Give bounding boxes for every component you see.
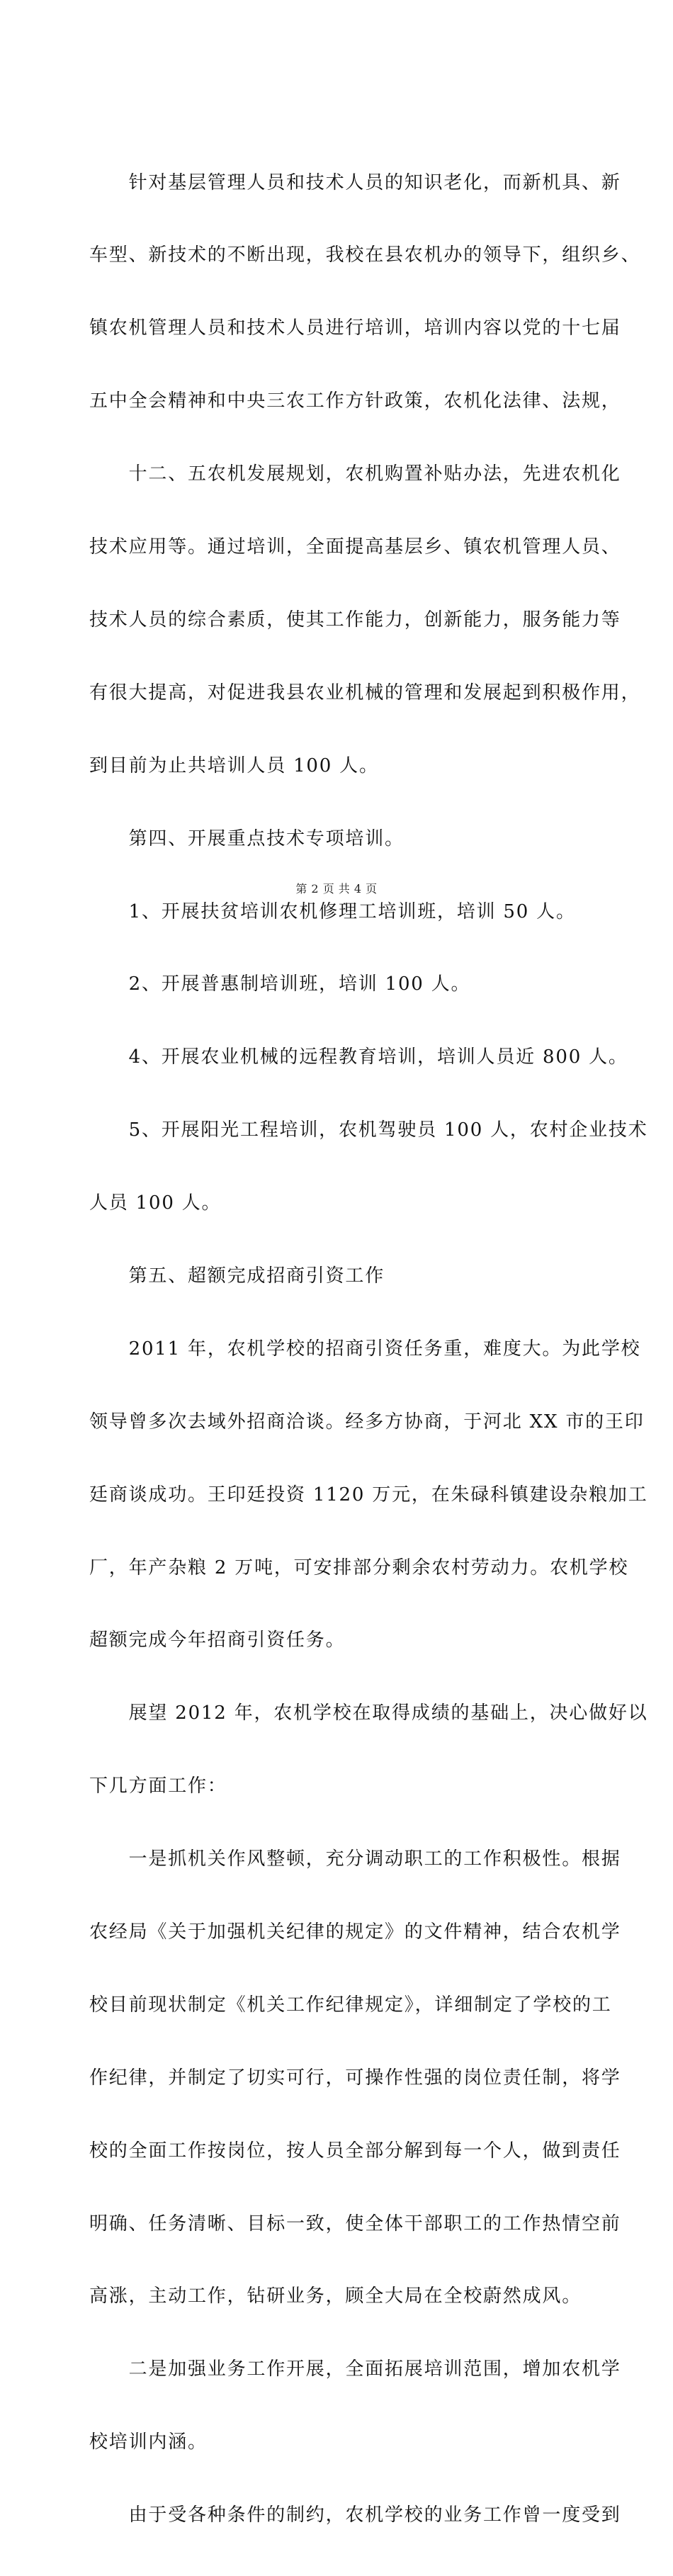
text-line: 明确、任务清晰、目标一致，使全体干部职工的工作热情空前: [89, 2213, 621, 2235]
text-line: 下几方面工作：: [89, 1775, 227, 1797]
text-line: 五中全会精神和中央三农工作方针政策，农机化法律、法规，: [89, 390, 621, 412]
list-item: 4、开展农业机械的远程教育培训，培训人员近 800 人。: [89, 1046, 628, 1068]
text-line: 一是抓机关作风整顿，充分调动职工的工作积极性。根据: [89, 1848, 621, 1870]
text-line: 农经局《关于加强机关纪律的规定》的文件精神，结合农机学: [89, 1921, 621, 1943]
page-number-label: 第 2 页 共 4 页: [295, 882, 378, 896]
text-line: 由于受各种条件的制约，农机学校的业务工作曾一度受到: [89, 2504, 621, 2526]
text-line: 有很大提高，对促进我县农业机械的管理和发展起到积极作用，: [89, 682, 641, 704]
text-line: 展望 2012 年，农机学校在取得成绩的基础上，决心做好以: [89, 1702, 648, 1724]
text-line: 作纪律，并制定了切实可行，可操作性强的岗位责任制，将学: [89, 2067, 621, 2089]
text-line: 技术应用等。通过培训，全面提高基层乡、镇农机管理人员、: [89, 536, 621, 558]
text-line: 人员 100 人。: [89, 1192, 222, 1214]
text-line: 十二、五农机发展规划，农机购置补贴办法，先进农机化: [89, 463, 621, 485]
text-line: 2011 年，农机学校的招商引资任务重，难度大。为此学校: [89, 1338, 641, 1360]
text-line: 技术人员的综合素质，使其工作能力，创新能力，服务能力等: [89, 609, 621, 631]
text-line: 车型、新技术的不断出现，我校在县农机办的领导下，组织乡、: [89, 244, 641, 266]
text-line: 到目前为止共培训人员 100 人。: [89, 755, 379, 776]
text-line: 镇农机管理人员和技术人员进行培训，培训内容以党的十七届: [89, 317, 621, 339]
text-line: 校目前现状制定《机关工作纪律规定》，详细制定了学校的工: [89, 1994, 612, 2016]
body-text: [89, 122, 648, 2576]
text-line: 二是加强业务工作开展，全面拓展培训范围，增加农机学: [89, 2358, 621, 2380]
list-item: 2、开展普惠制培训班，培训 100 人。: [89, 973, 471, 995]
page-footer: [0, 880, 673, 896]
list-item: 1、开展扶贫培训农机修理工培训班，培训 50 人。: [89, 900, 576, 922]
section-heading: 第四、开展重点技术专项培训。: [89, 827, 405, 849]
text-line: 领导曾多次去域外招商洽谈。经多方协商，于河北 XX 市的王印: [89, 1411, 645, 1433]
text-line: 校的全面工作按岗位，按人员全部分解到每一个人，做到责任: [89, 2140, 621, 2162]
text-line: 廷商谈成功。王印廷投资 1120 万元，在朱碌科镇建设杂粮加工: [89, 1484, 648, 1506]
list-item: 5、开展阳光工程培训，农机驾驶员 100 人，农村企业技术: [89, 1119, 648, 1141]
text-line: 针对基层管理人员和技术人员的知识老化，而新机具、新: [89, 171, 621, 193]
text-line: 超额完成今年招商引资任务。: [89, 1629, 346, 1651]
text-line: 高涨，主动工作，钻研业务，顾全大局在全校蔚然成风。: [89, 2286, 582, 2307]
text-line: 厂，年产杂粮 2 万吨，可安排部分剩余农村劳动力。农机学校: [89, 1557, 629, 1578]
section-heading: 第五、超额完成招商引资工作: [89, 1265, 385, 1287]
text-line: 校培训内涵。: [89, 2431, 208, 2453]
